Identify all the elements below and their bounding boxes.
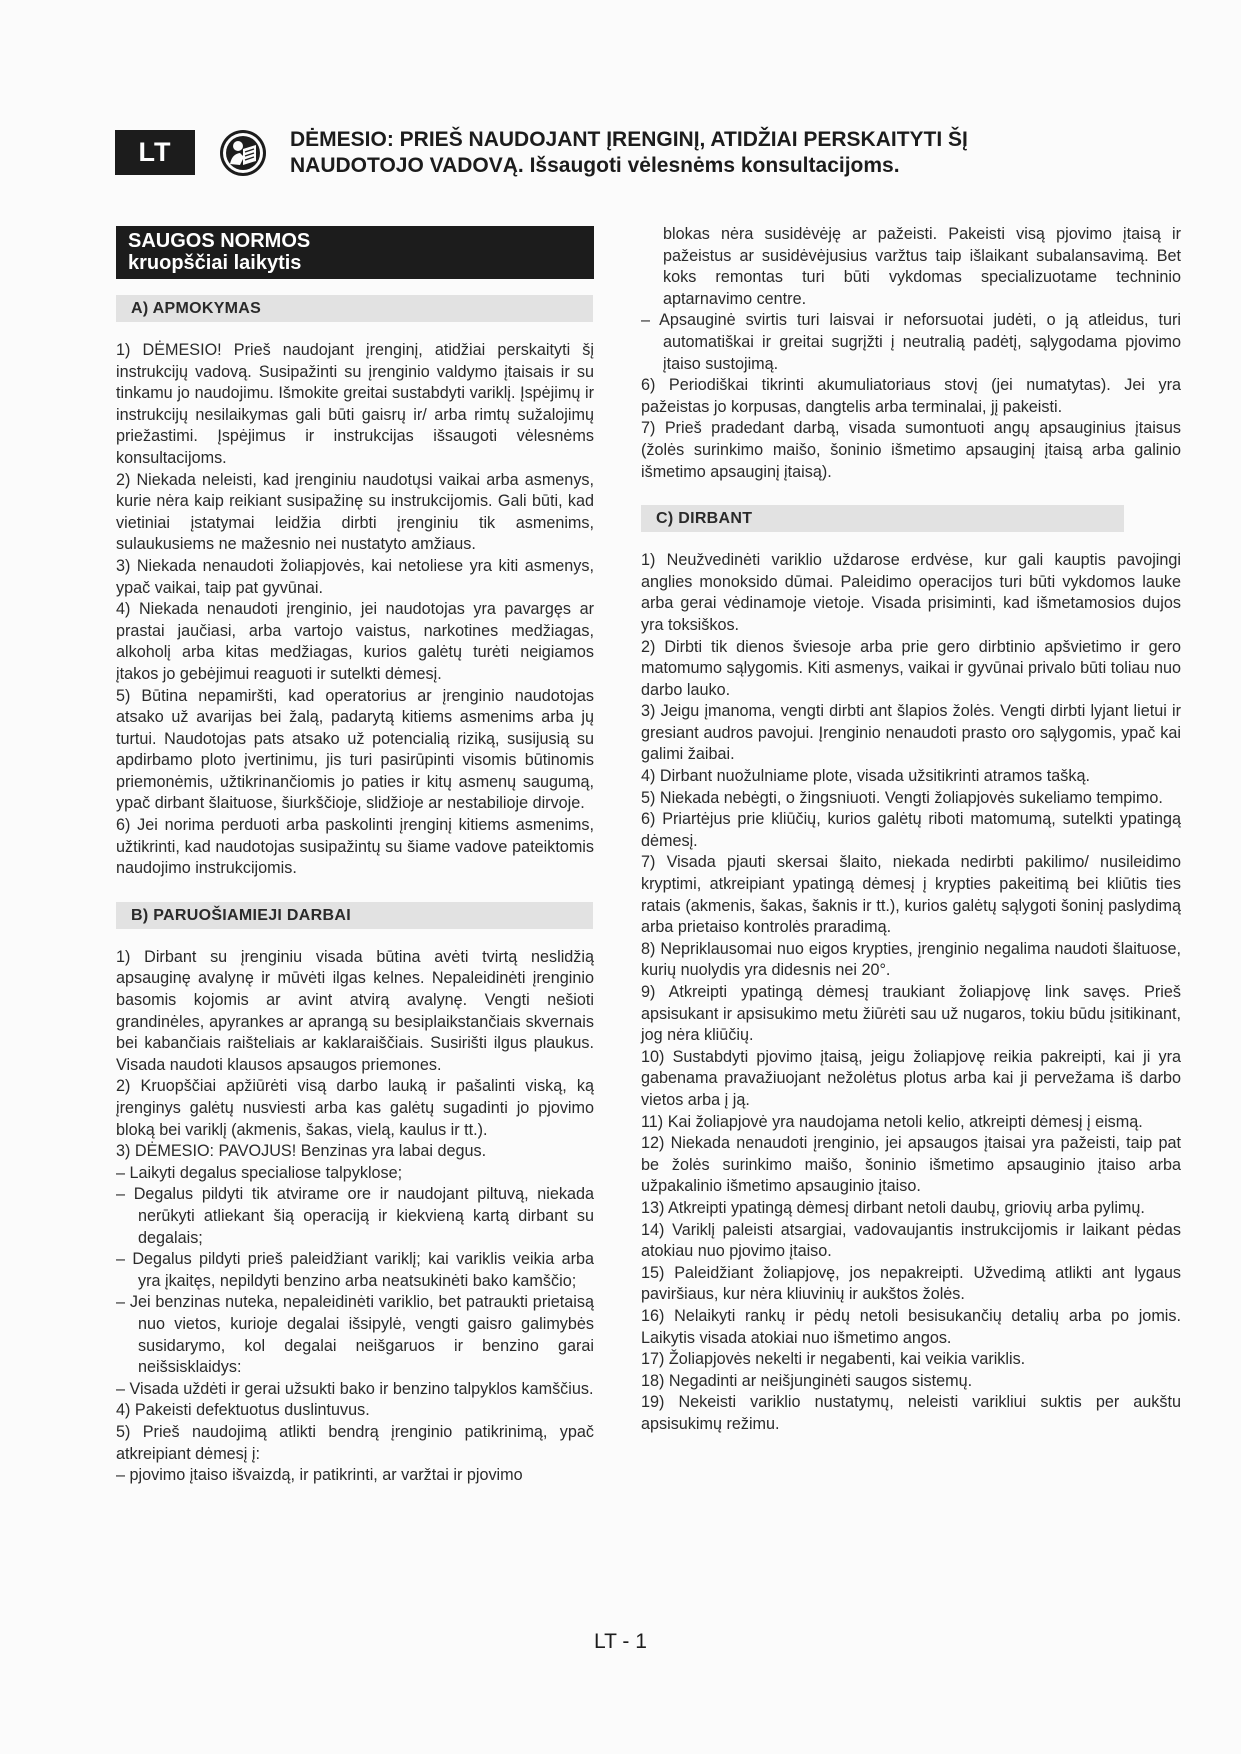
header-title-line1: DĖMESIO: PRIEŠ NAUDOJANT ĮRENGINĮ, ATIDŽIAI PERSKAITYTI ŠĮ [290, 128, 968, 151]
operation-item-10: 10) Sustabdyti pjovimo įtaisą, jeigu žoliapjovę reikia pakreipti, kai ji yra gabenama pravažiuojant nežolėtus plotus arba kai ji pervežama iš darbo vietos arba į ją. [641, 1047, 1181, 1109]
training-item-3: 3) Niekada nenaudoti žoliapjovės, kai netoliese yra kiti asmenys, ypač vaikai, taip pat gyvūnai. [116, 556, 594, 597]
operation-item-6: 6) Priartėjus prie kliūčių, kurios galėtų riboti matomumą, sutelkti ypatingą dėmesį. [641, 810, 1181, 850]
training-item-1: 1) DĖMESIO! Prieš naudojant įrenginį, atidžiai perskaityti šį instrukcijų vadovą. Susipažinti su įrenginio valdymo įtaisais ir su tinkamu jo naudojimu. Išmokite greitai sustabdyti variklį. Įspėjimų ir instrukcijų nesilaikymas gali būti gaisrų ir/ arba rimtų sužalojimų priežastimi. Įspėjimus ir instrukcijas išsaugoti vėlesnėms konsultacijoms. [116, 341, 594, 467]
operation-item-9: 9) Atkreipti ypatingą dėmesį traukiant žoliapjovę link savęs. Prieš apsisukant ir apsisukimo metu žiūrėti sau už nugaros, tokiu būdu įsitikinant, jog nėra kliūčių. [641, 983, 1181, 1045]
operation-item-5: 5) Niekada nebėgti, o žingsniuoti. Vengti žoliapjovės sukeliamo tempimo. [641, 788, 1163, 807]
preparation-dash-4: – Jei benzinas nuteka, nepaleidinėti variklio, bet patraukti prietaisą nuo vietos, kurioje degalai išsipylė, vengti gaisro galimybės susidarymo, kol degalai neišgaruos ir benzino garai neišsisklaidys: [116, 1293, 594, 1377]
preparation-dash-5: – Visada uždėti ir gerai užsukti bako ir benzino talpyklos kamščius. [116, 1379, 594, 1398]
operation-item-3: 3) Jeigu įmanoma, vengti dirbti ant šlapios žolės. Vengti dirbti lyjant lietui ir gresiant audros pavojui. Įrenginio nenaudoti prasto oro sąlygomis, ypač kai galimi žaibai. [641, 702, 1181, 764]
operation-item-2: 2) Dirbti tik dienos šviesoje arba prie gero dirbtinio apšvietimo ir gero matomumo sąlygomis. Kiti asmenys, vaikai ir gyvūnai privalo būti toliau nuo darbo lauko. [641, 637, 1181, 699]
operation-item-1: 1) Neužvedinėti variklio uždarose erdvėse, kur gali kauptis pavojingi anglies monoksido dūmai. Paleidimo operacijos turi būti vykdomos lauke arba gerai vėdinamoje vietoje. Visada prisiminti, kad išmetamosios dujos yra toksiškos. [641, 551, 1181, 634]
section-heading [116, 226, 594, 279]
preparation-item-1: 1) Dirbant su įrenginiu visada būtina avėti tvirtą neslidžią apsauginę avalynę ir mūvėti ilgas kelnes. Nepaleidinėti įrenginio basomis kojomis ar avint atvirą avalynę. Vengti nešioti grandinėles, apyrankes ar aprangą su besiplaikstančiais skvernais bei kabančiais raišteliais ar kaklaraiščiais. Susirišti ilgus plaukus. Visada naudoti klausos apsaugos priemones. [116, 947, 594, 1074]
section-subtitle: kruopščiai laikytis [128, 252, 302, 274]
heading-preparation: B) PARUOŠIAMIEJI DARBAI [116, 902, 593, 929]
operation-item-16: 16) Nelaikyti rankų ir pėdų netoli besisukančių detalių arba po jomis. Laikytis visada atokiai nuo išmetimo angos. [641, 1306, 1181, 1347]
preparation-dash-lever: – Apsauginė svirtis turi laisvai ir neforsuotai judėti, o ją atleidus, turi automatiškai ir greitai sugrįžti į neutralią padėtį, sąlygodama pjovimo įtaiso sustojimą. [641, 311, 1181, 373]
operation-item-11: 11) Kai žoliapjovė yra naudojama netoli kelio, atkreipti dėmesį į eismą. [641, 1112, 1143, 1131]
left-column [116, 226, 594, 1487]
page-number: LT - 1 [594, 1630, 647, 1653]
preparation-item-7: 7) Prieš pradedant darbą, visada sumontuoti angų apsauginius įtaisus (žolės surinkimo maišo, šoninio išmetimo apsauginį įtaisą arba galinio išmetimo apsauginį įtaisą). [641, 419, 1181, 481]
operation-item-13: 13) Atkreipti ypatingą dėmesį dirbant netoli daubų, griovių arba pylimų. [641, 1198, 1145, 1217]
training-item-6: 6) Jei norima perduoti arba paskolinti įrenginį kitiems asmenims, užtikrinti, kad naudotojas susipažintų su šiame vadove pateiktomis naudojimo instrukcijomis. [116, 816, 594, 878]
operation-item-8: 8) Nepriklausomai nuo eigos krypties, įrenginio negalima naudoti šlaituose, kurių nuolydis yra didesnis nei 20°. [641, 939, 1181, 980]
operation-item-15: 15) Paleidžiant žoliapjovę, jos nepakreipti. Užvedimą atlikti ant lygaus paviršiaus, kur nėra kliuvinių ir aukštos žolės. [641, 1263, 1181, 1304]
preparation-item-6: 6) Periodiškai tikrinti akumuliatoriaus stovį (jei numatytas). Jei yra pažeistas jo korpusas, dangtelis arba terminalai, jį pakeisti. [641, 376, 1181, 416]
operation-item-18: 18) Negadinti ar neišjunginėti saugos sistemų. [641, 1371, 973, 1390]
header-title-line2: NAUDOTOJO VADOVĄ. Išsaugoti vėlesnėms konsultacijoms. [290, 154, 900, 177]
training-item-4: 4) Niekada nenaudoti įrenginio, jei naudotojas yra pavargęs ar prastai jaučiasi, arba vartojo vaistus, narkotines medžiagas, alkoholį arba kitas medžiagas, kurios galėtų turėti neigiamos įtakos jo gebėjimui reaguoti ir sutelkti dėmesį. [116, 600, 594, 683]
preparation-item-2: 2) Kruopščiai apžiūrėti visą darbo lauką ir pašalinti viską, ką įrenginys galėtų nusviesti arba kas galėtų sugadinti jo pjovimo bloką bei variklį (akmenis, šakas, vielą, kaulus ir tt.). [116, 1077, 594, 1139]
operation-item-17: 17) Žoliapjovės nekelti ir negabenti, kai veikia variklis. [641, 1350, 1026, 1369]
preparation-dash-3: – Degalus pildyti prieš paleidžiant variklį; kai variklis veikia arba yra įkaitęs, nepildyti benzino arba neatsukinėti bako kamščio; [116, 1250, 594, 1290]
operation-item-7: 7) Visada pjauti skersai šlaito, niekada nedirbti pakilimo/ nusileidimo kryptimi, atkreipiant ypatingą dėmesį į krypties pakeitimą bei kliūtis ties ratais (akmenis, šakas, šaknis ir tt.), kurios galėtų sąlygoti šoninį paslydimą arba prietaiso kontrolės praradimą. [641, 853, 1181, 937]
preparation-item-5: 5) Prieš naudojimą atlikti bendrą įrenginio patikrinimą, ypač atkreipiant dėmesį į: [116, 1422, 594, 1463]
operation-item-4: 4) Dirbant nuožulniame plote, visada užsitikrinti atramos tašką. [641, 767, 1090, 786]
language-badge: LT [115, 130, 195, 175]
heading-training: A) APMOKYMAS [116, 295, 593, 322]
preparation-item-3: 3) DĖMESIO: PAVOJUS! Benzinas yra labai degus. [116, 1142, 487, 1161]
heading-operation: C) DIRBANT [641, 505, 1124, 532]
preparation-dash-2: – Degalus pildyti tik atvirame ore ir naudojant piltuvą, niekada nerūkyti atliekant šią operaciją ir kiekvieną kartą dirbant su degalais; [116, 1185, 594, 1247]
operation-item-14: 14) Variklį paleisti atsargiai, vadovaujantis instrukcijomis ir laikant pėdas atokiau nuo pjovimo įtaiso. [641, 1220, 1181, 1261]
read-manual-icon [218, 128, 268, 178]
operation-item-19: 19) Nekeisti variklio nustatymų, neleisti varikliui suktis per aukštu apsisukimų režimu. [641, 1393, 1181, 1433]
preparation-item-4: 4) Pakeisti defektuotus duslintuvus. [116, 1401, 370, 1420]
preparation-item-5-dash: – pjovimo įtaiso išvaizdą, ir patikrinti, ar varžtai ir pjovimo [116, 1466, 523, 1485]
operation-item-12: 12) Niekada nenaudoti įrenginio, jei apsaugos įtaisai yra pažeisti, taip pat be žolės surinkimo maišo, šoninio išmetimo apsauginio įtaiso arba užpakalinio išmetimo apsauginio įtaiso. [641, 1134, 1181, 1196]
right-column [641, 224, 1181, 1435]
header-title [290, 127, 1090, 179]
preparation-continued: blokas nėra susidėvėję ar pažeisti. Pakeisti visą pjovimo įtaisą ir pažeistus ar susidėvėjusius varžtus taip išlaikant subalansavimą. Bet koks remontas turi būti vykdomas specializuotame techninio aptarnavimo centre. [663, 225, 1181, 308]
training-item-5: 5) Būtina nepamiršti, kad operatorius ar įrenginio naudotojas atsako už avarijas bei žalą, padarytą kitiems asmenims arba jų turtui. Naudotojas pats atsako už potencialią riziką, susijusią su apdirbamo ploto įvertinimu, jis turi pasirūpinti visomis būtinomis priemonėmis, užtikrinančiomis jo paties ir kitų asmenų saugumą, ypač dirbant šlaituose, šiurkščioje, slidžioje ar nestabilioje dirvoje. [116, 686, 594, 813]
preparation-dash-1: – Laikyti degalus specialiose talpyklose; [116, 1163, 403, 1182]
training-item-2: 2) Niekada neleisti, kad įrenginiu naudotųsi vaikai arba asmenys, kurie nėra kaip reikiant susipažinę su instrukcijomis. Gali būti, kad vietiniai įstatymai leidžia dirbti įrenginiu tik asmenims, sulaukusiems ne mažesnio nei nustatyto amžiaus. [116, 470, 594, 554]
section-title: SAUGOS NORMOS [128, 230, 311, 252]
